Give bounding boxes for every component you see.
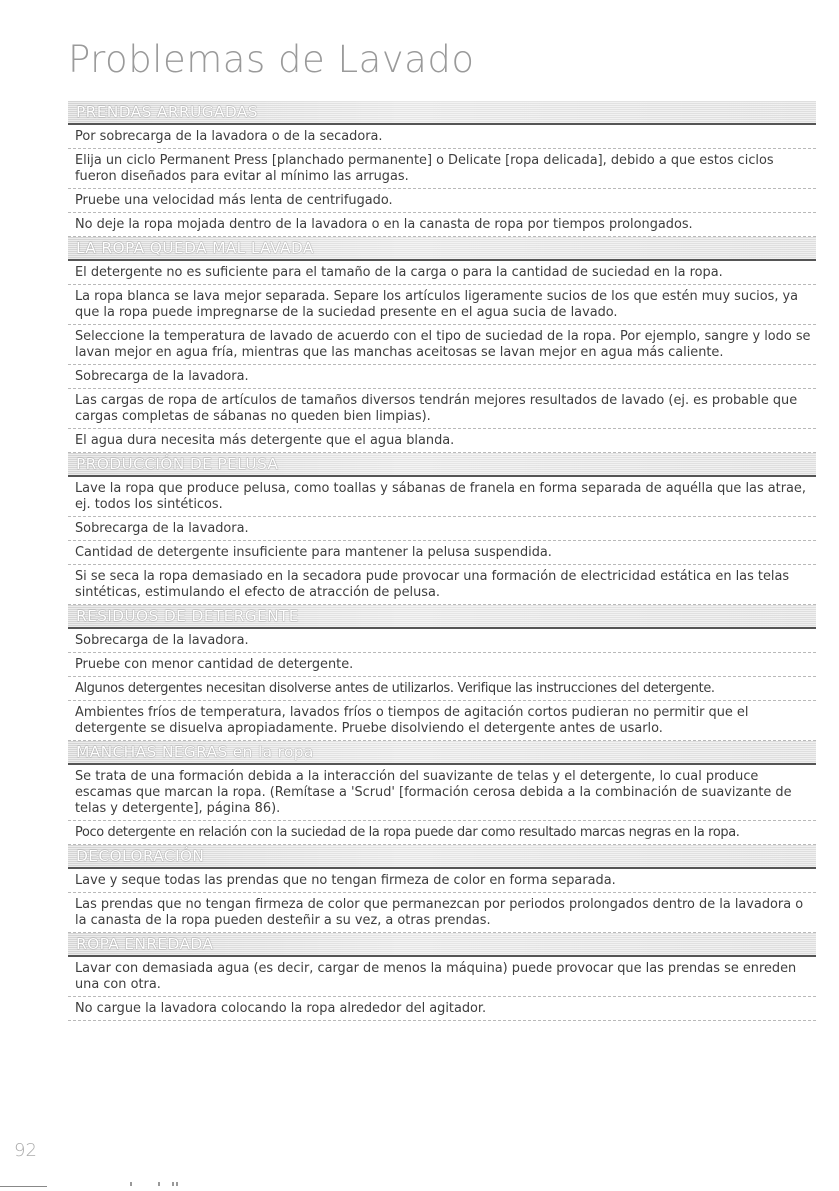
list-item: El agua dura necesita más detergente que el agua blanda. xyxy=(68,429,816,453)
list-item: Cantidad de detergente insuficiente para mantener la pelusa suspendida. xyxy=(68,541,816,565)
footer-mark xyxy=(172,1182,174,1186)
list-item: No cargue la lavadora colocando la ropa alrededor del agitador. xyxy=(68,997,816,1021)
list-item: No deje la ropa mojada dentro de la lavadora o en la canasta de ropa por tiempos prolongados. xyxy=(68,213,816,237)
footer-rule xyxy=(0,1186,47,1187)
list-item: Sobrecarga de la lavadora. xyxy=(68,629,816,653)
list-item: Por sobrecarga de la lavadora o de la secadora. xyxy=(68,125,816,149)
footer-mark xyxy=(158,1182,160,1186)
section-heading-text: ROPA ENREDADA xyxy=(76,935,214,953)
list-item: Sobrecarga de la lavadora. xyxy=(68,517,816,541)
section-ropa-mal-lavada xyxy=(68,237,816,453)
list-item: Pruebe una velocidad más lenta de centrifugado. xyxy=(68,189,816,213)
list-item: Algunos detergentes necesitan disolverse antes de utilizarlos. Verifique las instrucciones del detergente. xyxy=(68,677,816,701)
section-heading-text: PRENDAS ARRUGADAS xyxy=(76,103,258,121)
list-item: El detergente no es suficiente para el tamaño de la carga o para la cantidad de suciedad en la ropa. xyxy=(68,261,816,285)
section-heading-text: RESIDUOS DE DETERGENTE xyxy=(76,607,299,625)
list-item: Seleccione la temperatura de lavado de acuerdo con el tipo de suciedad de la ropa. Por ejemplo, sangre y lodo se lavan mejor en agua fría, mientras que las manchas aceitosas se lavan mejor en agua más caliente. xyxy=(68,325,816,365)
section-heading-text: LA ROPA QUEDA MAL LAVADA xyxy=(76,239,314,257)
list-item: Las cargas de ropa de artículos de tamaños diversos tendrán mejores resultados de lavado (ej. es probable que cargas completas de sábanas no queden bien limpias). xyxy=(68,389,816,429)
page-number: 92 xyxy=(14,1140,37,1161)
section-heading xyxy=(68,605,816,629)
section-prendas-arrugadas xyxy=(68,101,816,237)
list-item: Las prendas que no tengan firmeza de color que permanezcan por periodos prolongados dentro de la lavadora o la canasta de la ropa pueden desteñir a su vez, a otras prendas. xyxy=(68,893,816,933)
section-heading xyxy=(68,453,816,477)
section-heading xyxy=(68,237,816,261)
list-item: Lavar con demasiada agua (es decir, cargar de menos la máquina) puede provocar que las prendas se enreden una con otra. xyxy=(68,957,816,997)
section-heading-text: DECOLORACIÓN xyxy=(76,847,205,865)
list-item: Si se seca la ropa demasiado en la secadora pude provocar una formación de electricidad estática en las telas sintéticas, estimulando el efecto de atracción de pelusa. xyxy=(68,565,816,605)
section-decoloracion xyxy=(68,845,816,933)
list-item: Lave la ropa que produce pelusa, como toallas y sábanas de franela en forma separada de aquélla que las atrae, ej. todos los sintéticos. xyxy=(68,477,816,517)
section-heading xyxy=(68,741,816,765)
section-heading xyxy=(68,845,816,869)
list-item: La ropa blanca se lava mejor separada. Separe los artículos ligeramente sucios de los que estén muy sucios, ya que la ropa puede impregnarse de la suciedad presente en el agua sucia de lavado. xyxy=(68,285,816,325)
list-item: Pruebe con menor cantidad de detergente. xyxy=(68,653,816,677)
section-heading xyxy=(68,101,816,125)
section-manchas-negras xyxy=(68,741,816,845)
section-produccion-pelusa xyxy=(68,453,816,605)
list-item: Sobrecarga de la lavadora. xyxy=(68,365,816,389)
list-item: Ambientes fríos de temperatura, lavados fríos o tiempos de agitación cortos pudieran no permitir que el detergente se disuelva apropiadamente. Pruebe disolviendo el detergente antes de usarlo. xyxy=(68,701,816,741)
list-item: Se trata de una formación debida a la interacción del suavizante de telas y el detergente, lo cual produce escamas que marcan la ropa. (Remítase a 'Scrud' [formación cerosa debida a la combinación de suavizante de telas y detergente], página 86). xyxy=(68,765,816,821)
list-item: Elija un ciclo Permanent Press [planchado permanente] o Delicate [ropa delicada], debido a que estos ciclos fueron diseñados para evitar al mínimo las arrugas. xyxy=(68,149,816,189)
section-heading-text: PRODUCCIÓN DE PELUSA xyxy=(76,455,279,473)
page-title: Problemas de Lavado xyxy=(68,38,475,81)
troubleshooting-list xyxy=(68,101,816,1021)
section-ropa-enredada xyxy=(68,933,816,1021)
footer-mark xyxy=(130,1182,132,1186)
section-heading xyxy=(68,933,816,957)
section-heading-text: MANCHAS NEGRAS en la ropa xyxy=(76,743,314,761)
footer-mark xyxy=(176,1182,178,1186)
list-item: Lave y seque todas las prendas que no tengan firmeza de color en forma separada. xyxy=(68,869,816,893)
section-residuos-detergente xyxy=(68,605,816,741)
list-item: Poco detergente en relación con la suciedad de la ropa puede dar como resultado marcas negras en la ropa. xyxy=(68,821,816,845)
